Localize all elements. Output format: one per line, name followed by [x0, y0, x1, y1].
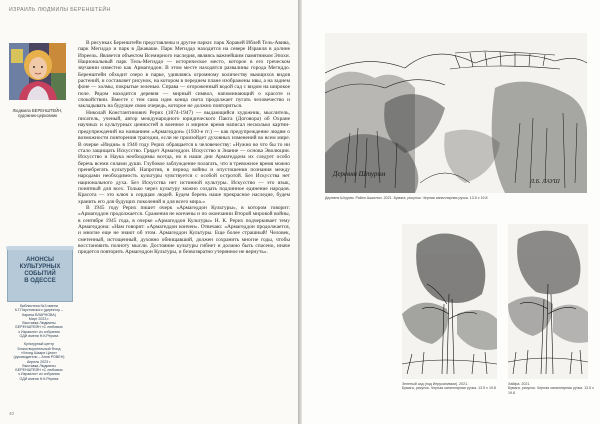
drawing-green-garden-caption: Зеленый сад (под Иерусалимом). 2021. Бумага, рисунок. Черная капиллярная ручка. 13.5 х 19.8 — [402, 382, 496, 391]
scroll-roll-decoration — [6, 246, 74, 250]
left-page — [0, 0, 298, 424]
paragraph-3: В 1945 году Рерих пишет очерк «Армагеддон Культуры», в котором говорит: «Армагеддон продолжается. Сражения не кончены и по окончании Второй мировой войны, в сентябре 1945 года, в очерке «Армагеддон Культуры» Н. К. Рерих подчеркивает тему Армагеддона: «Нам говорят: «Армагеддон кончен». Отвечаю: «Армагеддон продолжается, и многие еще не знают об этом. Армагеддон Культуры. Еще более страшный! Человек, сметенный, истощенный, духовно обнищавший, должен сохранить многие годы, чтобы восстановить полноту мысли. Достояние культуры гибнет и должно быть спасено, иначе придется повторить Армагеддон Культуры, и безвозвратно утерянное не вернуть». — [78, 204, 290, 256]
article-body — [78, 40, 290, 256]
page-number: 40 — [9, 411, 15, 416]
events-list — [7, 304, 71, 381]
event-library: Библиотека №3 имени К.Г.Паустовского (директор – Карина ВЛАРНОВА) Март 2023 г. Выставка Людмилы БЕРЕНШТЕЙН «С любовью к Израилю» из собрания ОДИ имени Н.К.Рериха — [14, 304, 64, 339]
events-scroll-banner — [7, 248, 73, 302]
drawing-title-inscription: Деревня Штурим — [333, 170, 386, 178]
author-role: художник-церковник — [17, 113, 58, 119]
running-head: ИЗРАИЛЬ ЛЮДМИЛЫ БЕРЕНШТЕЙН — [9, 7, 111, 13]
event-cultural-center: Культурный центр Благотворительный Фонд «Хесед Шааре Цион» (руководитель – Анна РОВЕН) Апрель 2023 г. Выставка Людмилы БЕРЕНШТЕЙН «С любовью к Израилю» из собрания ОДИ имени Н.К.Рериха — [13, 342, 65, 381]
drawing-haifa — [508, 224, 588, 379]
author-name: Людмила БЕРЕНШТЕЙН, — [12, 108, 63, 113]
author-photo — [9, 43, 66, 100]
paragraph-1: В рисунках Беренштейн представлены и другие парки: парк Хоракей Иблей Тель-Авива, парк Мегиддо и парк в Джаваше. Парк Мегиддо находится на севере Израиля в долине Изреель. Является объектом Всемирного наследия, являясь важнейшим памятником Эпохи. Национальный парк Тель-Мегиддо — историческое место, которое в его греческом звучании известно как Армагеддон. В этом месте находятся развалины города Мегиддо. Беренштейн обходит озеро в парке, удивляясь огромному количеству вьющихся видов растений, и составляет рисунок, на котором в переднем плане изображены ивы, а на заднем фоне — холмы, покрытые зеленью. Справа — огороженный водой сад с видом на широкое поле. Рядом находится деревня — мирный символ, напоминающий о красоте и спокойствии. Вместе с тем сама идея конца света продолжает пугать человечество и закладывать на будущее свою очередь, которое не должно повториться. — [78, 40, 290, 110]
author-photo-caption — [4, 108, 71, 118]
drawing-green-garden — [402, 224, 497, 379]
drawing-village-caption: Деревня Штурим. Район Ашкелон. 2021. Бумага, рисунок. Черная капиллярная ручка. 13.5 х 19.8 — [325, 196, 488, 200]
paragraph-2: Николай Константинович Рерих (1874-1947) — выдающийся художник, мыслитель, писатель, ученый, автор международного юридического Пакта (Договора) об Охране научных и культурных ценностей в военное и мирное время написал несколько картин-предупреждений на названием «Армагеддон» (1930-е гг.) — как предупреждение людям о возможности повторения трагедии, если не произойдет духовных изменений во всем мире. В очерке «Индия» в 1940 году Рерих обращается к человечеству: «Нужно во что бы то ни стало защищать Искусство. Грядет Армагеддон. Искусство и Знание — основа Эволюции. Искусство и Наука необходимы всегда, но в наши дни Армагеддона их следует особо беречь всеми силами души. Глубокое заблуждение полагать, что в тревожное время можно пренебрегать культурой. Напротив, в период войны и опустошения познания между народами необходимость культуры чувствуется с особой остротой. Без Искусства нет национального духа. Без Искусства нет истинной культуры. Искусство — это язык, понятный для всех. Только через культуру можно создать подлинное единение народов. Красота — это ключ к сердцам людей. Будем беречь наше прекрасное наследие, будем хранить его для будущих поколений и для всего мира.» — [78, 109, 290, 205]
events-title: АНОНСЫ КУЛЬТУРНЫХ СОБЫТИЙ В ОДЕССЕ — [19, 257, 61, 284]
right-page — [302, 0, 600, 424]
artist-monogram: Л.Б. ЛАУШ — [530, 179, 560, 185]
drawing-village-shturim — [325, 33, 587, 193]
drawing-haifa-caption: Хайфа. 2021. Бумага, рисунок. Черная капиллярная ручка. 13.5 х 19.8 — [508, 382, 594, 395]
events-sidebar — [7, 248, 71, 381]
